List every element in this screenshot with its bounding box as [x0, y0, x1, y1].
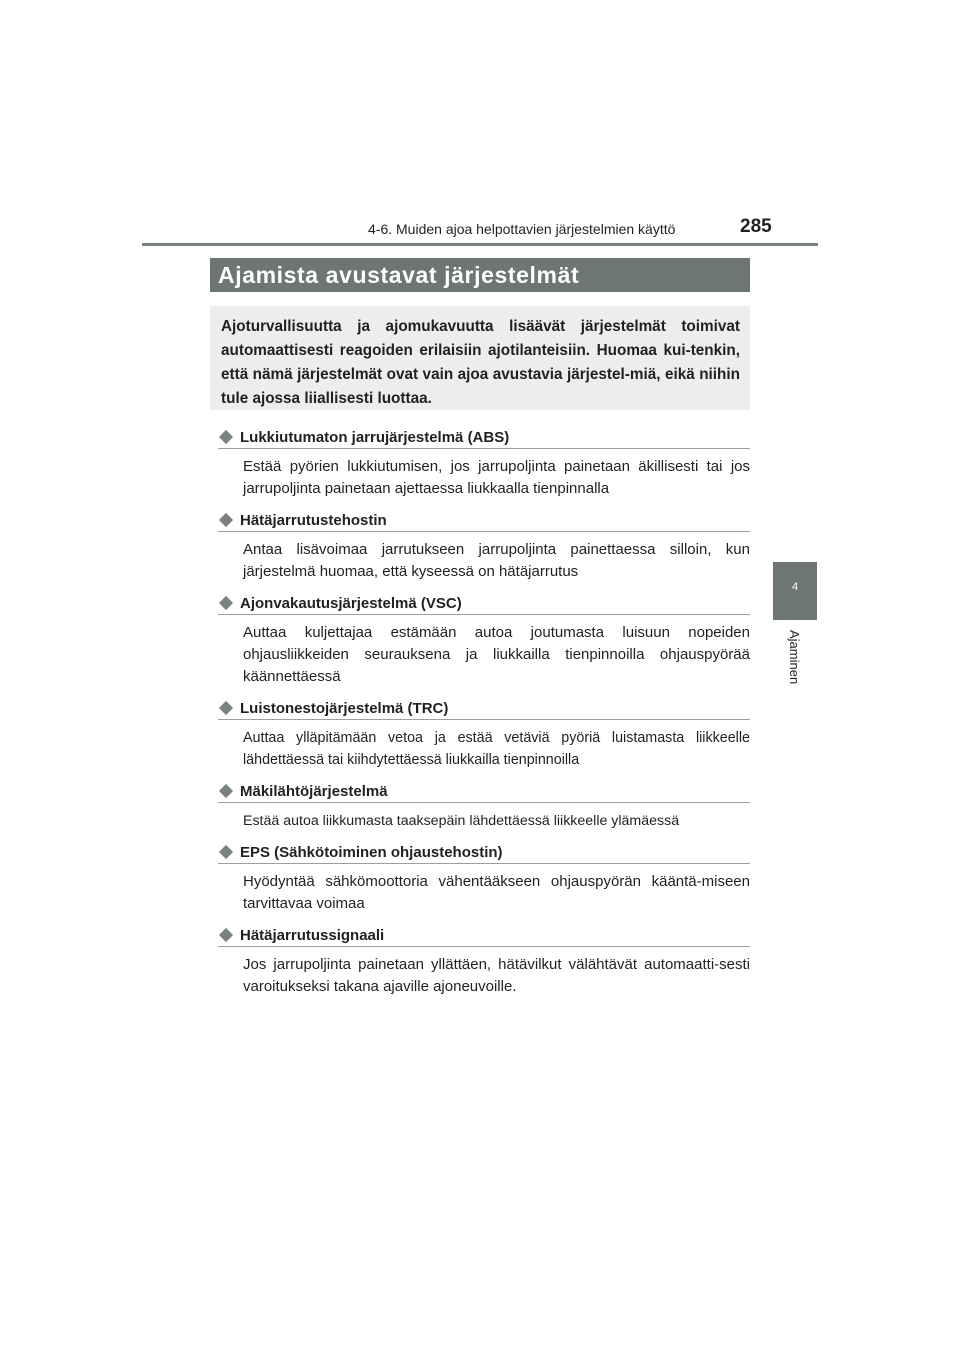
diamond-bullet-icon [219, 513, 233, 527]
feature-title: Lukkiutumaton jarrujärjestelmä (ABS) [240, 428, 510, 446]
feature-heading [218, 426, 750, 449]
feature-heading [218, 841, 750, 864]
feature-description: Antaa lisävoimaa jarrutukseen jarrupoljinta painettaessa silloin, kun järjestelmä huomaa, että kyseessä on hätäjarrutus [243, 541, 750, 580]
diamond-bullet-icon [219, 596, 233, 610]
header-divider [142, 243, 818, 246]
feature-title: EPS (Sähkötoiminen ohjaustehostin) [240, 843, 503, 861]
feature-item [218, 697, 750, 771]
intro-text: Ajoturvallisuutta ja ajomukavuutta lisäävät järjestelmät toimivat automaattisesti reagoiden erilaisiin ajotilanteisiin. Huomaa kui-tenkin, että nämä järjestelmät ovat vain ajoa avustavia järjestel-miä, eikä niihin tule ajossa liiallisesti luottaa. [221, 318, 740, 407]
section-title: Ajamista avustavat järjestelmät [210, 258, 750, 292]
chapter-tab-label: Ajaminen [787, 630, 802, 685]
feature-heading [218, 592, 750, 615]
feature-title: Mäkilähtöjärjestelmä [240, 782, 388, 800]
diamond-bullet-icon [219, 430, 233, 444]
feature-item [218, 509, 750, 583]
feature-description: Estää autoa liikkumasta taaksepäin lähdettäessä liikkeelle ylämäessä [243, 813, 680, 829]
feature-item [218, 426, 750, 500]
intro-box [210, 306, 750, 410]
feature-heading [218, 780, 750, 803]
feature-heading [218, 924, 750, 947]
chapter-tab [773, 562, 817, 620]
feature-list [218, 426, 750, 1007]
feature-title: Luistonestojärjestelmä (TRC) [240, 699, 449, 717]
feature-description: Estää pyörien lukkiutumisen, jos jarrupoljinta painetaan äkillisesti tai jos jarrupoljinta painetaan ajettaessa liukkaalla tienpinnalla [243, 458, 750, 497]
feature-item [218, 841, 750, 915]
feature-title: Ajonvakautusjärjestelmä (VSC) [240, 594, 462, 612]
feature-heading [218, 697, 750, 720]
feature-description: Hyödyntää sähkömoottoria vähentääkseen ohjauspyörän kääntä-miseen tarvittavaa voimaa [243, 873, 750, 912]
feature-description: Auttaa kuljettajaa estämään autoa joutumasta luisuun nopeiden ohjausliikkeiden seurauksena ja liukkailla tienpinnoilla ohjauspyörää käännettäessä [243, 624, 750, 685]
feature-heading [218, 509, 750, 532]
feature-description: Auttaa ylläpitämään vetoa ja estää vetäviä pyöriä luistamasta liikkeelle lähdettäessä tai kiihdytettäessä liukkailla tienpinnoilla [243, 730, 750, 768]
page-number: 285 [740, 216, 772, 237]
diamond-bullet-icon [219, 928, 233, 942]
diamond-bullet-icon [219, 845, 233, 859]
feature-title: Hätäjarrutustehostin [240, 511, 387, 529]
diamond-bullet-icon [219, 784, 233, 798]
running-header: 4-6. Muiden ajoa helpottavien järjestelmien käyttö [368, 221, 676, 237]
feature-item [218, 924, 750, 998]
feature-description: Jos jarrupoljinta painetaan yllättäen, hätävilkut välähtävät automaatti-sesti varoitukseksi takana ajaville ajoneuvoille. [243, 956, 750, 995]
feature-title: Hätäjarrutussignaali [240, 926, 385, 944]
diamond-bullet-icon [219, 701, 233, 715]
chapter-tab-number: 4 [791, 581, 799, 593]
feature-item [218, 592, 750, 688]
feature-item [218, 780, 750, 832]
